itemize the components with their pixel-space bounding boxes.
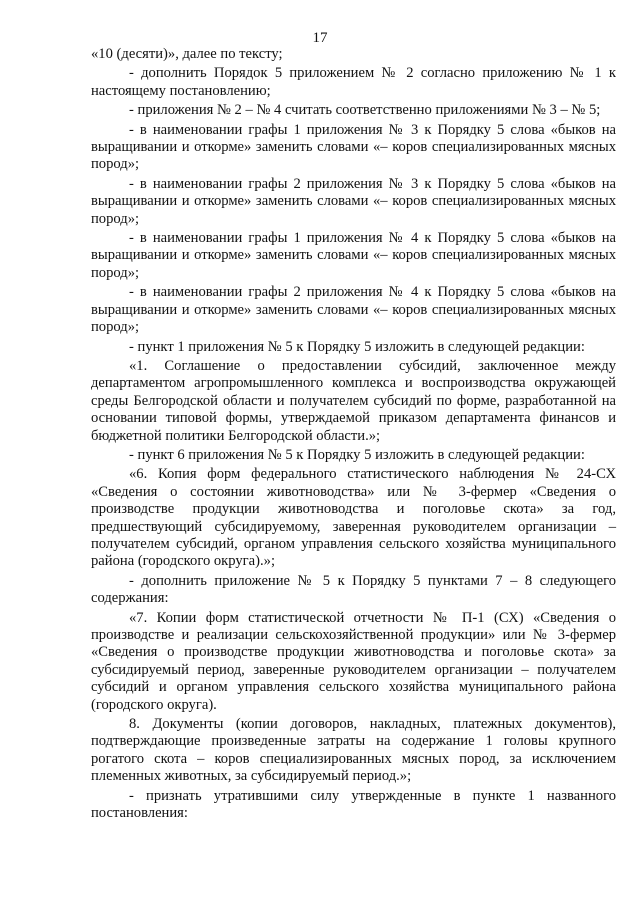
paragraph: - дополнить приложение № 5 к Порядку 5 пунктами 7 – 8 следующего содержания:	[91, 572, 616, 607]
paragraph: - дополнить Порядок 5 приложением № 2 согласно приложению № 1 к настоящему постановлению;	[91, 65, 616, 99]
paragraph: «7. Копии форм статистической отчетности № П-1 (СХ) «Сведения о производстве и реализации сельскохозяйственной продукции» или № 3-фермер «Сведения о производстве продукции животноводства и поголовье скота» за субсидируемый период, заверенные руководителем организации – получателем субсидий и органом управления сельского хозяйства муниципального района (городского округа).	[91, 609, 616, 713]
paragraph: - пункт 1 приложения № 5 к Порядку 5 изложить в следующей редакции:	[129, 338, 585, 355]
paragraph: - приложения № 2 – № 4 считать соответственно приложениями № 3 – № 5;	[129, 102, 601, 119]
document-body	[91, 46, 616, 824]
paragraph: «10 (десяти)», далее по тексту;	[91, 46, 283, 62]
paragraph: - в наименовании графы 1 приложения № 3 к Порядку 5 слова «быков на выращивании и откорме» заменить словами «– коров специализированных мясных пород»;	[91, 121, 616, 173]
paragraph: - пункт 6 приложения № 5 к Порядку 5 изложить в следующей редакции:	[129, 446, 585, 463]
paragraph: «1. Соглашение о предоставлении субсидий, заключенное между департаментом агропромышленного комплекса и воспроизводства окружающей среды Белгородской области и получателем субсидий по форме, разработанной на основании типовой формы, утверждаемой приказом департамента финансов и бюджетной политики Белгородской области.»;	[91, 357, 616, 444]
paragraph: «6. Копия форм федерального статистического наблюдения № 24-СХ «Сведения о состоянии животноводства» или № 3-фермер «Сведения о производстве продукции животноводства и поголовье скота» за год, предшествующий субсидируемому, заверенная руководителем организации – получателем субсидий, органом управления сельского хозяйства муниципального района (городского округа).»;	[91, 466, 616, 570]
page-number: 17	[312, 30, 328, 46]
paragraph: - в наименовании графы 1 приложения № 4 к Порядку 5 слова «быков на выращивании и откорме» заменить словами «– коров специализированных мясных пород»;	[91, 230, 616, 281]
paragraph: 8. Документы (копии договоров, накладных, платежных документов), подтверждающие произведенные затраты на содержание 1 головы крупного рогатого скота – коров специализированных мясных пород, за исключением племенных животных, за субсидируемый период.»;	[91, 716, 616, 785]
paragraph: - признать утратившими силу утвержденные в пункте 1 названного постановления:	[91, 787, 616, 822]
paragraph: - в наименовании графы 2 приложения № 4 к Порядку 5 слова «быков на выращивании и откорме» заменить словами «– коров специализированных мясных пород»;	[91, 284, 616, 336]
paragraph: - в наименовании графы 2 приложения № 3 к Порядку 5 слова «быков на выращивании и откорме» заменить словами «– коров специализированных мясных пород»;	[91, 175, 616, 227]
